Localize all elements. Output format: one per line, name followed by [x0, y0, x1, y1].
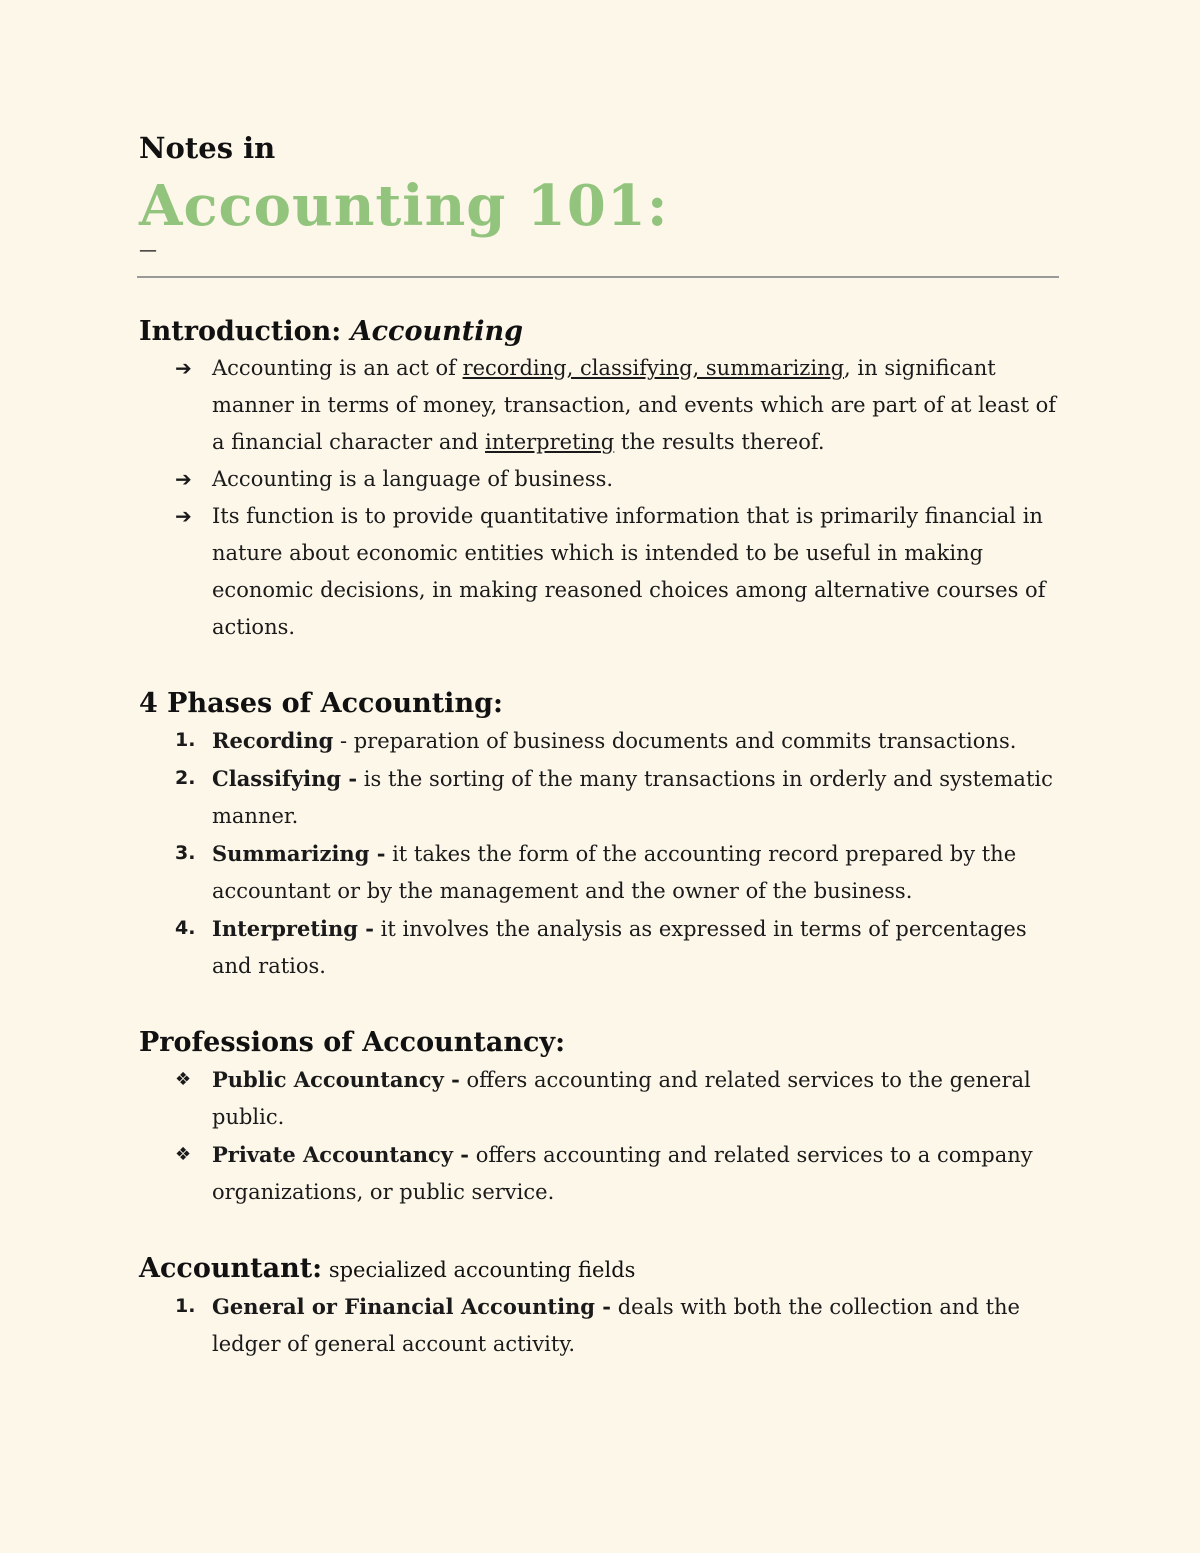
professions-heading: Professions of Accountancy:	[139, 1027, 566, 1058]
list-item	[139, 1288, 1057, 1363]
document-kicker: Notes in	[139, 131, 276, 165]
item-term: Interpreting -	[212, 916, 374, 941]
item-term: Private Accountancy -	[212, 1142, 470, 1167]
document-page	[139, 128, 1057, 1363]
phases-section	[139, 686, 1057, 985]
item-text: Accounting is an act of	[212, 356, 463, 380]
item-text: , in significant manner in terms of money, transaction, and events which are part of at least of a financial character and	[212, 356, 1057, 454]
item-text: offers accounting and related services to the general public.	[212, 1068, 1031, 1129]
accountant-heading-label: Accountant:	[139, 1253, 323, 1284]
list-item	[139, 350, 1057, 461]
item-number: 3.	[175, 842, 196, 864]
list-item	[139, 760, 1057, 835]
phases-heading: 4 Phases of Accounting:	[139, 688, 503, 719]
accountant-heading-subtitle: specialized accounting fields	[322, 1258, 636, 1282]
item-term: Summarizing -	[212, 841, 386, 866]
item-text: deals with both the collection and the ledger of general account activity.	[212, 1295, 1020, 1356]
list-item	[139, 461, 1057, 498]
item-text: the results thereof.	[614, 430, 825, 454]
item-term: Classifying -	[212, 766, 358, 791]
document-title: Accounting 101:	[139, 173, 669, 239]
professions-list	[139, 1061, 1057, 1211]
item-number: 4.	[175, 917, 196, 939]
item-term: Public Accountancy -	[212, 1067, 460, 1092]
title-dash: —	[139, 240, 157, 261]
item-text: offers accounting and related services to a company organizations, or public service.	[212, 1143, 1033, 1204]
list-item	[139, 1061, 1057, 1136]
arrow-right-icon: ➔	[175, 467, 192, 491]
introduction-list	[139, 350, 1057, 646]
accountant-heading	[139, 1251, 1057, 1288]
item-number: 1.	[175, 729, 196, 751]
introduction-heading-topic: Accounting	[350, 316, 523, 347]
arrow-right-icon: ➔	[175, 504, 192, 528]
underlined-text: interpreting	[485, 430, 615, 454]
professions-section	[139, 1025, 1057, 1211]
item-term: Recording	[212, 728, 334, 753]
item-term: General or Financial Accounting -	[212, 1294, 612, 1319]
phases-list	[139, 722, 1057, 985]
list-item	[139, 498, 1057, 646]
list-item	[139, 910, 1057, 985]
item-text: - preparation of business documents and commits transactions.	[333, 729, 1017, 753]
horizontal-rule	[137, 276, 1059, 278]
item-number: 1.	[175, 1295, 196, 1317]
introduction-section	[139, 314, 1057, 646]
accountant-list	[139, 1288, 1057, 1363]
accountant-section	[139, 1251, 1057, 1363]
list-item	[139, 835, 1057, 910]
introduction-heading	[139, 314, 1057, 350]
item-text: it takes the form of the accounting record prepared by the accountant or by the management and the owner of the business.	[212, 842, 1017, 903]
item-text: it involves the analysis as expressed in terms of percentages and ratios.	[212, 917, 1027, 978]
item-text: Its function is to provide quantitative information that is primarily financial in nature about economic entities which is intended to be useful in making economic decisions, in making reasoned choices among alternative courses of actions.	[212, 504, 1046, 639]
item-text: Accounting is a language of business.	[212, 467, 614, 491]
item-text: is the sorting of the many transactions in orderly and systematic manner.	[212, 767, 1053, 828]
item-number: 2.	[175, 767, 196, 789]
underlined-text: recording, classifying, summarizing	[462, 356, 845, 380]
list-item	[139, 722, 1057, 760]
introduction-heading-label: Introduction:	[139, 316, 342, 347]
diamond-bullet-icon: ❖	[175, 1144, 192, 1165]
arrow-right-icon: ➔	[175, 356, 192, 380]
list-item	[139, 1136, 1057, 1211]
diamond-bullet-icon: ❖	[175, 1069, 192, 1090]
